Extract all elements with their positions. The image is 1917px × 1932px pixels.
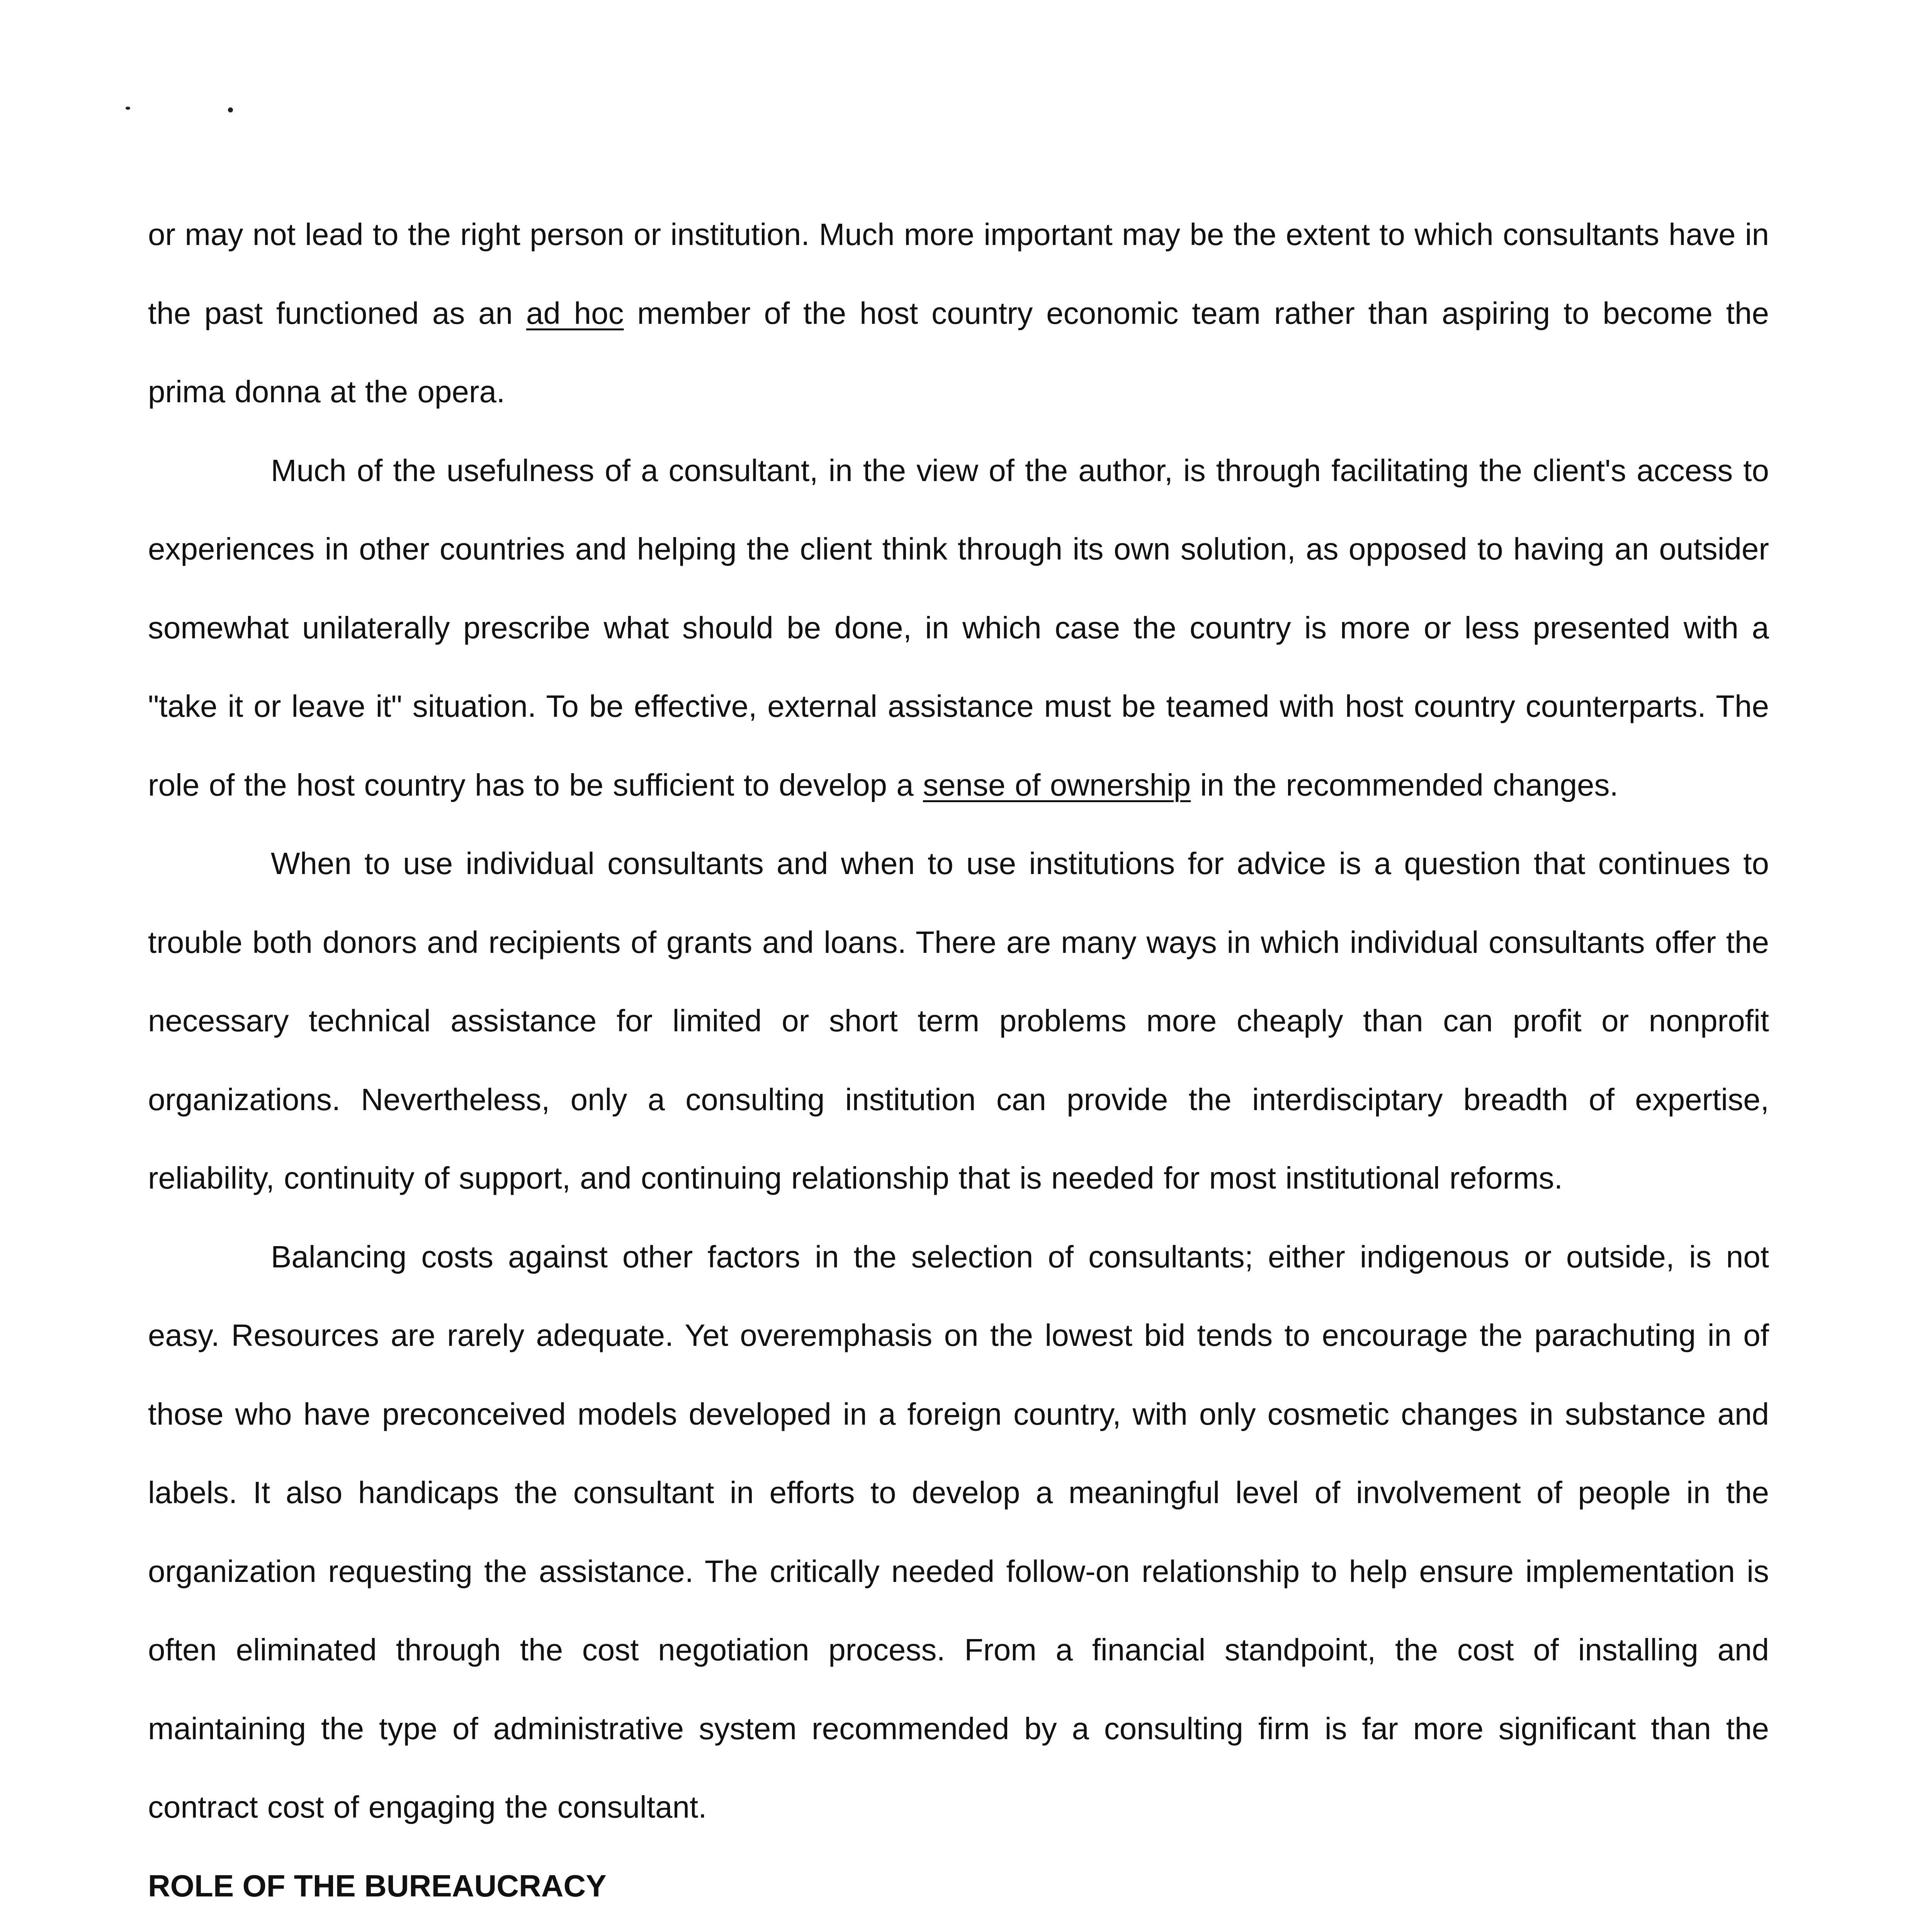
paragraph-1-text-b: member of the host country economic team rather than aspiring to become the prima donna at the opera. [148,296,1769,409]
scan-speck [126,107,130,110]
paragraph-2-text-a: Much of the usefulness of a consultant, in the view of the author, is through facilitating the client's access to experiences in other countries and helping the client think through its own solution, as opposed to having an outsider somewhat unilaterally prescribe what should be done, in which case the country is more or less presented with a "take it or leave it" situation. To be effective, external assistance must be teamed with host country counterparts. The role of the host country has to be sufficient to develop a [148,453,1769,802]
paragraph-4-text: Balancing costs against other factors in the selection of consultants; either indigenous or outside, is not easy. Resources are rarely adequate. Yet overemphasis on the lowest bid tends to encourage the parachuting in of those who have preconceived models developed in a foreign country, with only cosmetic changes in substance and labels. It also handicaps the consultant in efforts to develop a meaningful level of involvement of people in the organization requesting the assistance. The critically needed follow-on relationship to help ensure implementation is often eliminated through the cost negotiation process. From a financial standpoint, the cost of installing and maintaining the type of administrative system recommended by a consulting firm is far more significant than the contract cost of engaging the consultant. [148,1239,1769,1824]
scan-speck [228,107,233,112]
paragraph-4 [148,1218,1769,1847]
paragraph-2-text-b: in the recommended changes. [1191,767,1618,802]
sense-of-ownership-term: sense of ownership [923,767,1191,802]
paragraph-1 [148,195,1769,431]
ad-hoc-term: ad hoc [526,296,624,330]
paragraph-5 [148,1925,1769,1932]
paragraph-3 [148,824,1769,1218]
document-body [148,195,1769,1932]
paragraph-3-text: When to use individual consultants and when to use institutions for advice is a question that continues to trouble both donors and recipients of grants and loans. There are many ways in which individual consultants offer the necessary technical assistance for limited or short term problems more cheaply than can profit or nonprofit organizations. Nevertheless, only a consulting institution can provide the interdisciptary breadth of expertise, reliability, continuity of support, and continuing relationship that is needed for most institutional reforms. [148,846,1769,1195]
paragraph-1-text-a: or may not lead to the right person or institution. Much more important may be the extent to which consultants have in the past functioned as an [148,217,1769,330]
paragraph-2 [148,431,1769,825]
section-heading: ROLE OF THE BUREAUCRACY [148,1868,607,1903]
scan-specks [116,104,240,120]
